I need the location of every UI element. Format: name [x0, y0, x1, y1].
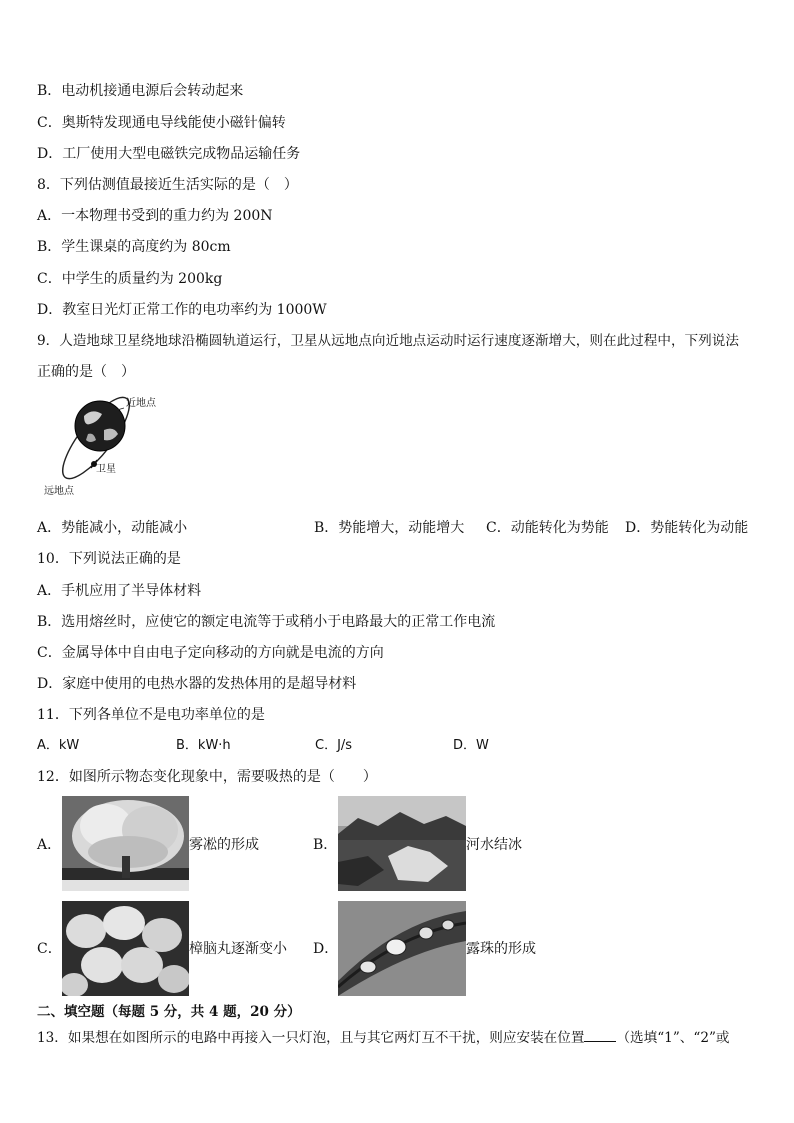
q13-text-before: 13．如果想在如图所示的电路中再接入一只灯泡，且与其它两灯互不干扰，则应安装在位置	[37, 1030, 585, 1046]
frost-tree-photo	[62, 796, 189, 891]
q7-option-b: B．电动机接通电源后会转动起来	[37, 83, 244, 99]
q12-option-c-caption: 樟脑丸逐渐变小	[189, 941, 287, 957]
mothballs-photo	[62, 901, 189, 996]
q12-option-a-letter: A．	[37, 837, 62, 853]
label-perigee: 近地点	[126, 398, 156, 409]
q13-stem	[37, 1029, 730, 1047]
q8-stem: 8．下列估测值最接近生活实际的是（ ）	[37, 177, 298, 193]
q11-option-a: A．kW	[37, 738, 80, 753]
q9-stem-line2: 正确的是（ ）	[37, 364, 135, 380]
label-apogee: 远地点	[44, 486, 74, 497]
q10-option-b: B．选用熔丝时，应使它的额定电流等于或稍小于电路最大的正常工作电流	[37, 614, 496, 630]
q12-option-d-letter: D．	[313, 941, 339, 957]
q9-option-d: D．势能转化为动能	[625, 520, 749, 536]
q8-option-c: C．中学生的质量约为 200kg	[37, 271, 223, 287]
q11-stem: 11．下列各单位不是电功率单位的是	[37, 707, 265, 723]
q10-option-d: D．家庭中使用的电热水器的发热体用的是超导材料	[37, 676, 357, 692]
q9-option-a: A．势能减小，动能减小	[37, 520, 188, 536]
q9-stem-line1: 9．人造地球卫星绕地球沿椭圆轨道运行，卫星从远地点向近地点运动时运行速度逐渐增大，则在此过程中，下列说法	[37, 333, 739, 349]
q12-option-a-caption: 雾凇的形成	[189, 837, 259, 853]
q10-option-c: C．金属导体中自由电子定向移动的方向就是电流的方向	[37, 645, 384, 661]
q13-text-after: （选填“1”、“2”或	[616, 1030, 730, 1046]
q7-option-d: D．工厂使用大型电磁铁完成物品运输任务	[37, 146, 301, 162]
label-satellite: 卫星	[96, 464, 116, 475]
q12-option-b-letter: B．	[313, 837, 338, 853]
q12-option-c-letter: C．	[37, 941, 62, 957]
q8-option-b: B．学生课桌的高度约为 80cm	[37, 239, 231, 255]
satellite-orbit-figure	[40, 396, 180, 500]
q12-option-b-caption: 河水结冰	[466, 837, 522, 853]
q11-option-c: C．J/s	[315, 738, 353, 753]
q9-option-b: B．势能增大，动能增大	[314, 520, 465, 536]
earth-icon	[75, 401, 125, 451]
q7-option-c: C．奥斯特发现通电导线能使小磁针偏转	[37, 115, 286, 131]
frozen-river-photo	[338, 796, 466, 891]
section-heading-fill-in: 二、填空题（每题 5 分，共 4 题，20 分）	[37, 1004, 301, 1020]
q10-stem: 10．下列说法正确的是	[37, 551, 181, 567]
q13-answer-blank	[584, 1029, 616, 1042]
orbit-diagram	[40, 396, 180, 500]
dew-drops-photo	[338, 901, 466, 996]
q11-option-d: D．W	[453, 738, 489, 753]
q9-option-c: C．动能转化为势能	[486, 520, 609, 536]
q8-option-a: A．一本物理书受到的重力约为 200N	[37, 208, 273, 224]
q12-stem: 12．如图所示物态变化现象中，需要吸热的是（ ）	[37, 769, 377, 785]
q11-option-b: B．kW·h	[176, 738, 231, 753]
q12-option-d-caption: 露珠的形成	[466, 941, 536, 957]
q8-option-d: D．教室日光灯正常工作的电功率约为 1000W	[37, 302, 327, 318]
q10-option-a: A．手机应用了半导体材料	[37, 583, 202, 599]
